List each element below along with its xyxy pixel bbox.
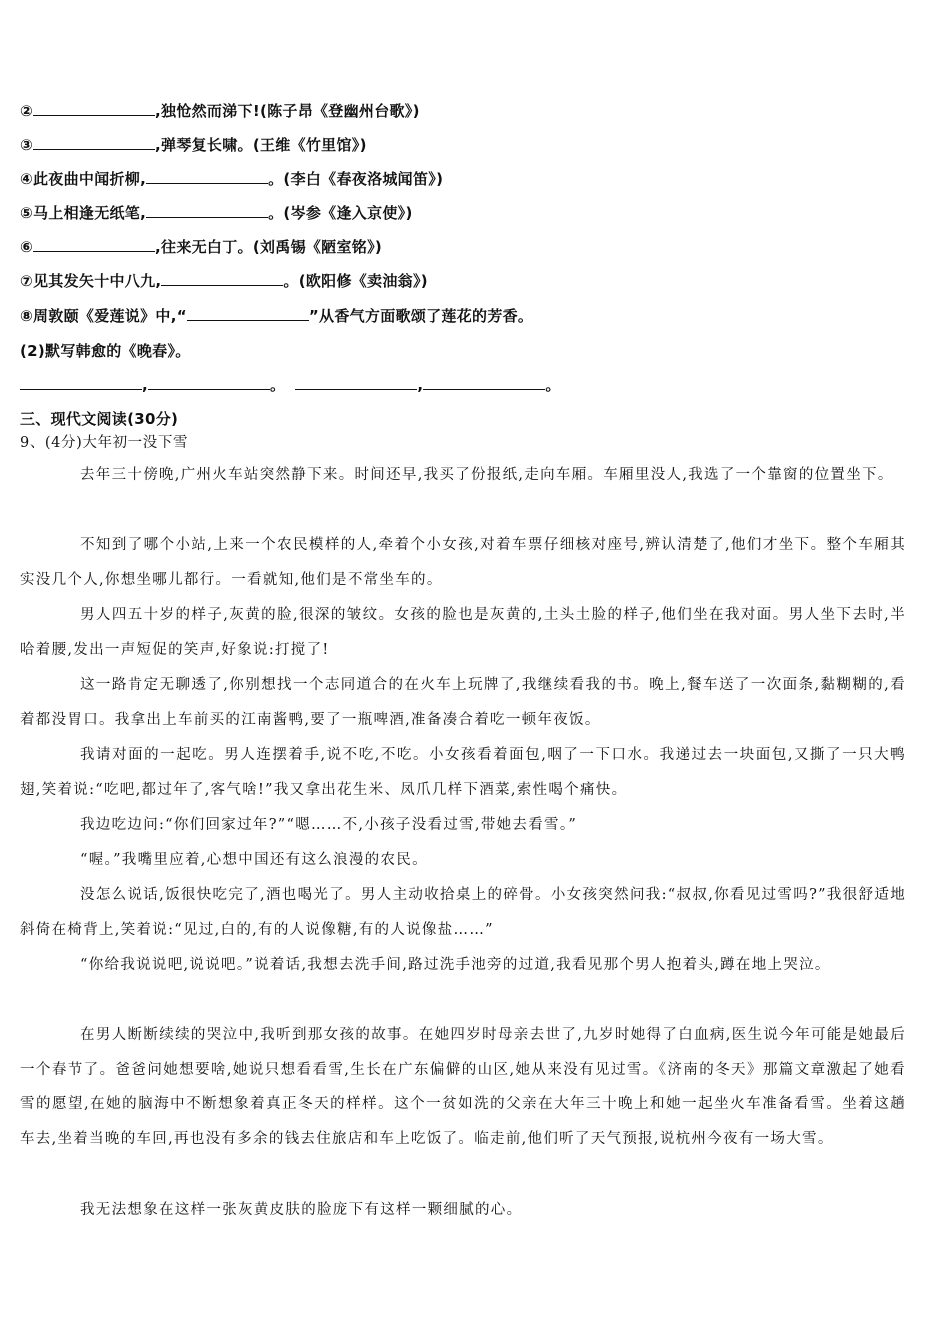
- passage-paragraph: 去年三十傍晚,广州火车站突然静下来。时间还早,我买了份报纸,走向车厢。车厢里没人,我选了一个靠窗的位置坐下。: [80, 467, 894, 483]
- answer-blank[interactable]: [33, 101, 155, 116]
- answer-blank[interactable]: [33, 237, 155, 252]
- passage-paragraph: 我无法想象在这样一张灰黄皮肤的脸庞下有这样一颗细腻的心。: [80, 1202, 523, 1218]
- answer-blank[interactable]: [295, 375, 417, 390]
- period: 。: [545, 376, 561, 394]
- fill-item-8: [20, 305, 533, 326]
- passage-paragraph: 没怎么说话,饭很快吃完了,酒也喝光了。男人主动收拾桌上的碎骨。小女孩突然问我:“叔叔,你看见过雪吗?”我很舒适地斜倚在椅背上,笑着说:“见过,白的,有的人说像糖,有的人说像盐……”: [20, 887, 906, 938]
- fill-item-prefix: ⑧周敦颐《爱莲说》中,“: [20, 307, 187, 325]
- comma: ,: [142, 376, 148, 394]
- passage-paragraph: 我边吃边问:“你们回家过年?”“嗯……不,小孩子没看过雪,带她去看雪。”: [80, 817, 578, 833]
- fill-item-suffix: 。(欧阳修《卖油翁》): [283, 272, 428, 290]
- answer-blank[interactable]: [33, 135, 155, 150]
- answer-blank[interactable]: [187, 306, 309, 321]
- fill-item-7: [20, 270, 428, 291]
- answer-blank[interactable]: [148, 375, 270, 390]
- item-number: ②: [20, 102, 34, 120]
- fill-item-suffix: ”从香气方面歌颂了莲花的芳香。: [308, 307, 534, 325]
- item-number: ③: [20, 136, 34, 154]
- fill-item-3: [20, 134, 367, 155]
- answer-blank[interactable]: [423, 375, 545, 390]
- fill-item-prefix: ⑤马上相逢无纸笔,: [20, 204, 147, 222]
- item-number: ⑥: [20, 238, 34, 256]
- comma: ,: [417, 376, 424, 394]
- answer-blank[interactable]: [146, 203, 268, 218]
- fill-item-text: ,独怆然而涕下!(陈子昂《登幽州台歌》): [155, 102, 420, 120]
- fill-item-suffix: 。(岑参《逢入京使》): [268, 204, 413, 222]
- fill-item-2: [20, 100, 420, 121]
- answer-blank[interactable]: [161, 271, 283, 286]
- fill-item-5: [20, 202, 413, 223]
- passage-paragraph: 不知到了哪个小站,上来一个农民模样的人,牵着个小女孩,对着车票仔细核对座号,辨认清楚了,他们才坐下。整个车厢其实没几个人,你想坐哪儿都行。一看就知,他们是不常坐车的。: [20, 537, 906, 588]
- answer-blank[interactable]: [146, 169, 268, 184]
- fill-item-prefix: ④此夜曲中闻折柳,: [20, 170, 147, 188]
- fill-item-4: [20, 168, 443, 189]
- passage-paragraph: 我请对面的一起吃。男人连摆着手,说不吃,不吃。小女孩看着面包,咽了一下口水。我递过去一块面包,又撕了一只大鸭翅,笑着说:“吃吧,都过年了,客气啥!”我又拿出花生米、凤爪几样下酒菜,索性喝个痛快。: [20, 747, 906, 798]
- fill-item-6: [20, 236, 382, 257]
- answer-blank[interactable]: [20, 375, 142, 390]
- fill-item-suffix: 。(李白《春夜洛城闻笛》): [268, 170, 444, 188]
- passage-paragraph: “你给我说说吧,说说吧。”说着话,我想去洗手间,路过洗手池旁的过道,我看见那个男人抱着头,蹲在地上哭泣。: [80, 957, 831, 973]
- passage-paragraph: 这一路肯定无聊透了,你别想找一个志同道合的在火车上玩牌了,我继续看我的书。晚上,餐车送了一次面条,黏糊糊的,看着都没胃口。我拿出上车前买的江南酱鸭,要了一瓶啤酒,准备凑合着吃一顿年夜饭。: [20, 677, 906, 728]
- question-title: 9、(4分)大年初一没下雪: [20, 435, 189, 451]
- passage-paragraph: 男人四五十岁的样子,灰黄的脸,很深的皱纹。女孩的脸也是灰黄的,土头土脸的样子,他们坐在我对面。男人坐下去时,半哈着腰,发出一声短促的笑声,好象说:打搅了!: [20, 607, 906, 658]
- section-heading: 三、现代文阅读(30分): [20, 410, 179, 428]
- passage-paragraph: “喔。”我嘴里应着,心想中国还有这么浪漫的农民。: [80, 852, 428, 868]
- sub-question-2: (2)默写韩愈的《晚春》。: [20, 342, 191, 360]
- fill-item-prefix: ⑦见其发矢十中八九,: [20, 272, 162, 290]
- period: 。: [270, 376, 286, 394]
- fill-item-text: ,往来无白丁。(刘禹锡《陋室铭》): [155, 238, 383, 256]
- passage-paragraph: 在男人断断续续的哭泣中,我听到那女孩的故事。在她四岁时母亲去世了,九岁时她得了白血病,医生说今年可能是她最后一个春节了。爸爸问她想要啥,她说只想看看雪,生长在广东偏僻的山区,她从来没有见过雪。《济南的冬天》那篇文章激起了她看雪的愿望,在她的脑海中不断想象着真正冬天的样样。这个一贫如洗的父亲在大年三十晚上和她一起坐火车准备看雪。坐着这趟车去,坐着当晚的车回,再也没有多余的钱去住旅店和车上吃饭了。临走前,他们听了天气预报,说杭州今夜有一场大雪。: [20, 1027, 906, 1148]
- poem-blanks-row: [20, 374, 561, 395]
- fill-item-text: ,弹琴复长啸。(王维《竹里馆》): [155, 136, 367, 154]
